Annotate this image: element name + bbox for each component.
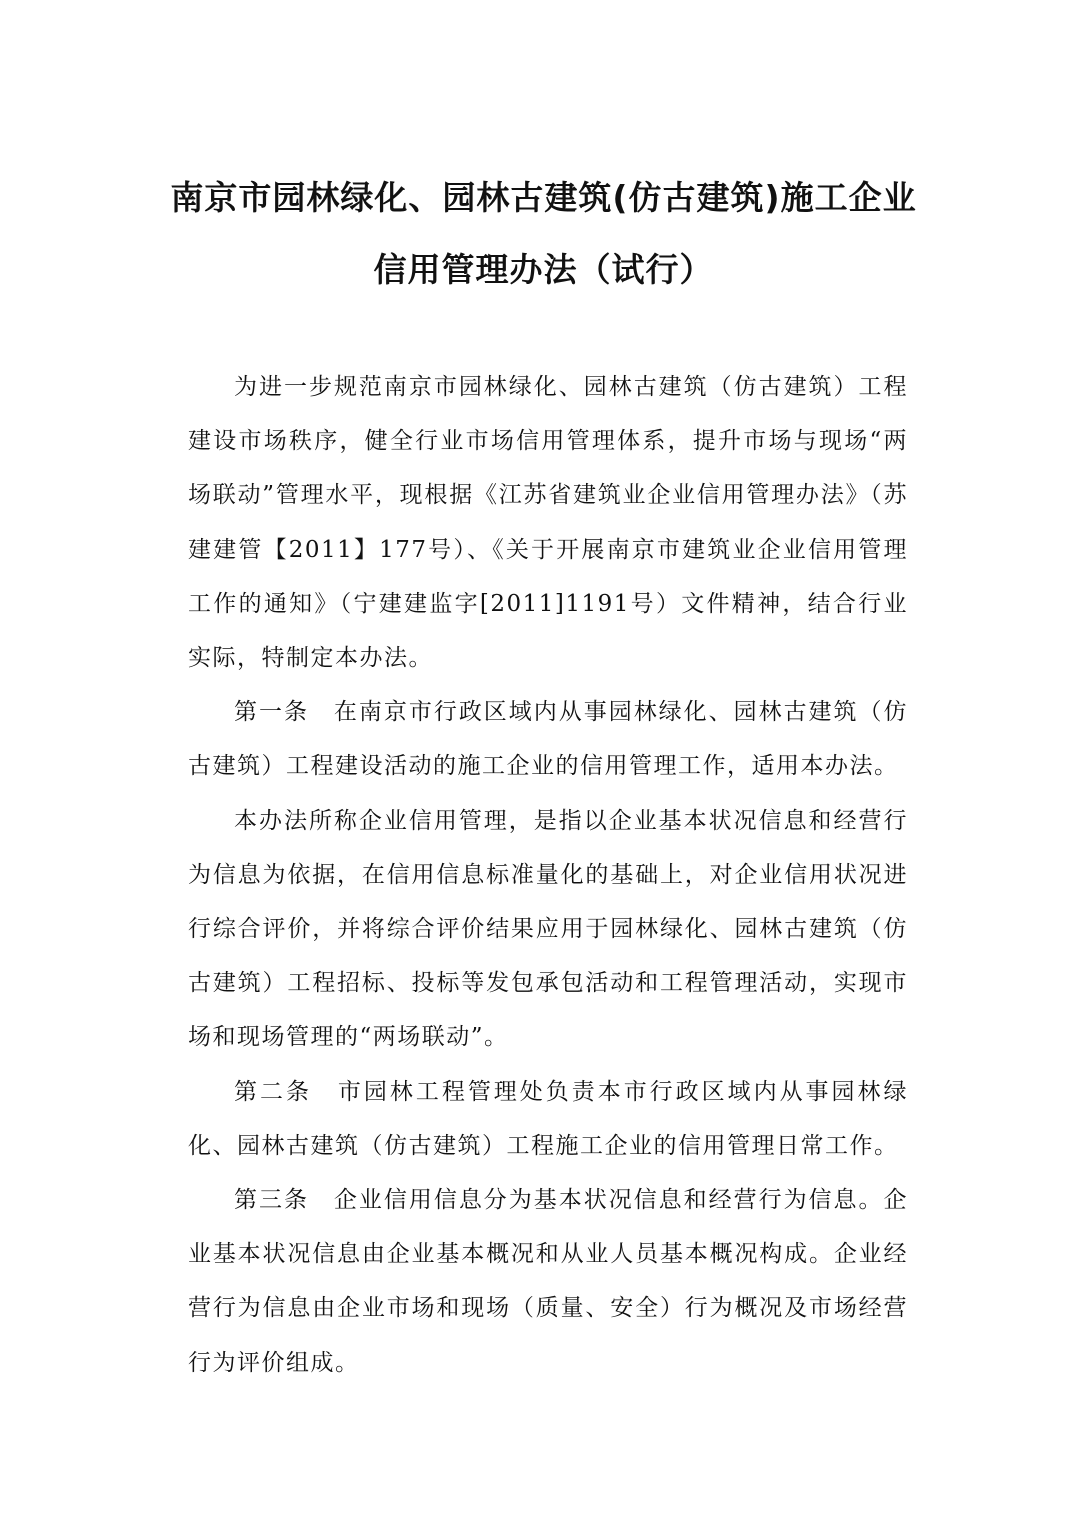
article-3-paragraph: 第三条 企业信用信息分为基本状况信息和经营行为信息。企业基本状况信息由企业基本概况和从业人员基本概况构成。企业经营行为信息由企业市场和现场（质量、安全）行为概况及市场经营行为评价组成。 bbox=[188, 1187, 908, 1376]
document-body bbox=[188, 360, 908, 1390]
article-1-paragraph: 第一条 在南京市行政区域内从事园林绿化、园林古建筑（仿古建筑）工程建设活动的施工企业的信用管理工作，适用本办法。 bbox=[188, 699, 908, 780]
article-2-paragraph: 第二条 市园林工程管理处负责本市行政区域内从事园林绿化、园林古建筑（仿古建筑）工程施工企业的信用管理日常工作。 bbox=[188, 1078, 908, 1159]
document-title-line-2: 信用管理办法（试行） bbox=[373, 250, 714, 289]
preamble-paragraph: 为进一步规范南京市园林绿化、园林古建筑（仿古建筑）工程建设市场秩序，健全行业市场信用管理体系，提升市场与现场“两场联动”管理水平，现根据《江苏省建筑业企业信用管理办法》（苏建建管【2011】177号）、《关于开展南京市建筑业企业信用管理工作的通知》（宁建建监字[2011]1191号）文件精神，结合行业实际，特制定本办法。 bbox=[188, 374, 908, 672]
definition-paragraph: 本办法所称企业信用管理，是指以企业基本状况信息和经营行为信息为依据，在信用信息标准量化的基础上，对企业信用状况进行综合评价，并将综合评价结果应用于园林绿化、园林古建筑（仿古建筑）工程招标、投标等发包承包活动和工程管理活动，实现市场和现场管理的“两场联动”。 bbox=[188, 807, 908, 1051]
document-title-line-1: 南京市园林绿化、园林古建筑(仿古建筑)施工企业 bbox=[170, 178, 917, 217]
